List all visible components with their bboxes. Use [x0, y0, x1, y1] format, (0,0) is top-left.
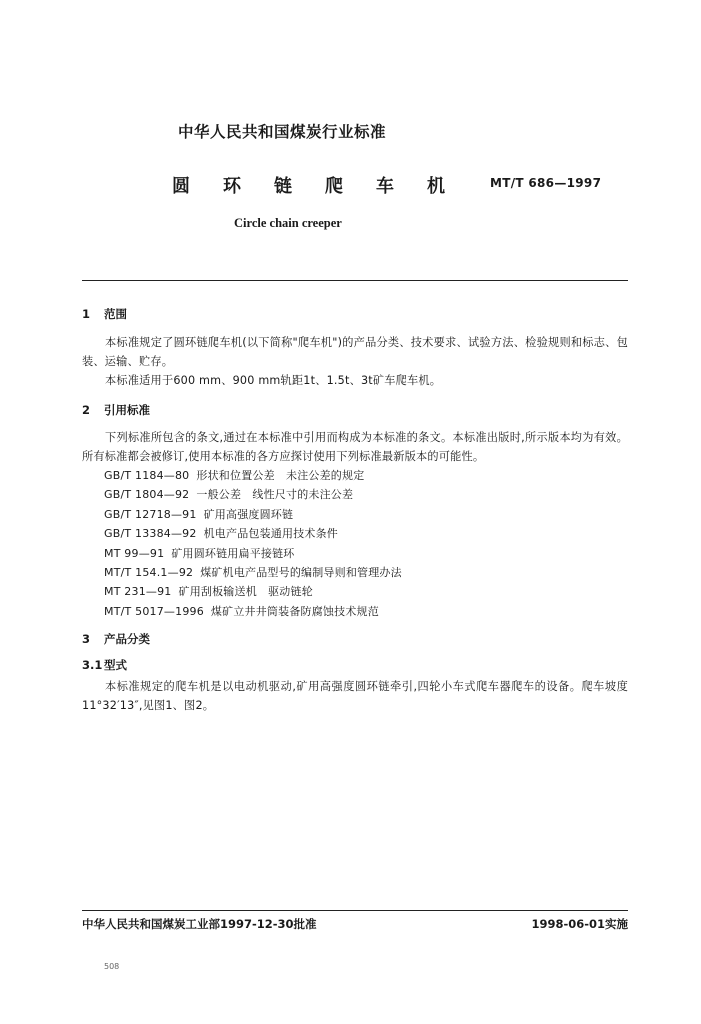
ref-code: MT/T 5017—1996 [104, 604, 204, 618]
section-3-1-number: 3.1 [82, 658, 103, 672]
list-item [104, 524, 402, 543]
list-item [104, 602, 402, 621]
ref-code: MT/T 154.1—92 [104, 566, 194, 580]
document-title-cn: 圆环链爬车机 [172, 176, 478, 197]
standard-number: MT/T 686—1997 [490, 176, 602, 190]
section-3-1-title: 型式 [104, 658, 127, 672]
list-item [104, 505, 402, 524]
section-3-heading [82, 631, 150, 647]
list-item [104, 485, 402, 504]
section-2-number: 2 [82, 403, 91, 417]
ref-title: 煤矿立井井筒装备防腐蚀技术规范 [210, 604, 379, 618]
ref-title: 形状和位置公差 未注公差的规定 [196, 469, 365, 482]
section-3-1-heading [82, 657, 127, 673]
list-item [104, 563, 402, 582]
ref-code: GB/T 1184—80 [104, 469, 190, 482]
section-1-title: 范围 [104, 307, 127, 321]
section-1-paragraph-1: 本标准规定了圆环链爬车机(以下简称"爬车机")的产品分类、技术要求、试验方法、检验规则和标志、包装、运输、贮存。 [82, 336, 628, 368]
ref-title: 煤矿机电产品型号的编制导则和管理办法 [200, 566, 402, 580]
section-1-paragraph-2: 本标准适用于600 mm、900 mm轨距1t、1.5t、3t矿车爬车机。 [105, 374, 442, 387]
approval-line: 中华人民共和国煤炭工业部1997-12-30批准 [82, 917, 317, 931]
standard-organization: 中华人民共和国煤炭行业标准 [178, 123, 387, 141]
ref-code: GB/T 1804—92 [104, 488, 190, 502]
document-title-en: Circle chain creeper [234, 216, 342, 230]
ref-title: 矿用高强度圆环链 [203, 507, 294, 521]
section-1-number: 1 [82, 307, 91, 321]
ref-title: 一般公差 线性尺寸的未注公差 [196, 488, 354, 502]
ref-code: MT 99—91 [104, 546, 165, 560]
ref-title: 机电产品包装通用技术条件 [203, 527, 338, 541]
ref-code: MT 231—91 [104, 585, 172, 599]
ref-title: 矿用刮板输送机 驱动链轮 [178, 585, 313, 599]
page-number: 508 [104, 962, 120, 971]
section-1-heading [82, 306, 127, 322]
ref-title: 矿用圆环链用扁平接链环 [171, 546, 295, 560]
list-item [104, 466, 402, 485]
section-3-number: 3 [82, 632, 91, 646]
list-item [104, 544, 402, 563]
list-item [104, 582, 402, 601]
section-3-1-paragraph-1: 本标准规定的爬车机是以电动机驱动,矿用高强度圆环链牵引,四轮小车式爬车器爬车的设备。爬车坡度11°32′13″,见图1、图2。 [82, 680, 628, 712]
section-3-title: 产品分类 [104, 632, 150, 646]
header-divider [82, 280, 628, 281]
section-2-paragraph-1: 下列标准所包含的条文,通过在本标准中引用而构成为本标准的条文。本标准出版时,所示版本均为有效。所有标准都会被修订,使用本标准的各方应探讨使用下列标准最新版本的可能性。 [82, 431, 628, 463]
section-2-heading [82, 402, 150, 418]
referenced-standards-list [104, 466, 402, 621]
footer-divider [82, 910, 628, 911]
implementation-date: 1998-06-01实施 [531, 917, 628, 931]
ref-code: GB/T 13384—92 [104, 527, 197, 541]
section-2-title: 引用标准 [104, 403, 150, 417]
ref-code: GB/T 12718—91 [104, 507, 197, 521]
